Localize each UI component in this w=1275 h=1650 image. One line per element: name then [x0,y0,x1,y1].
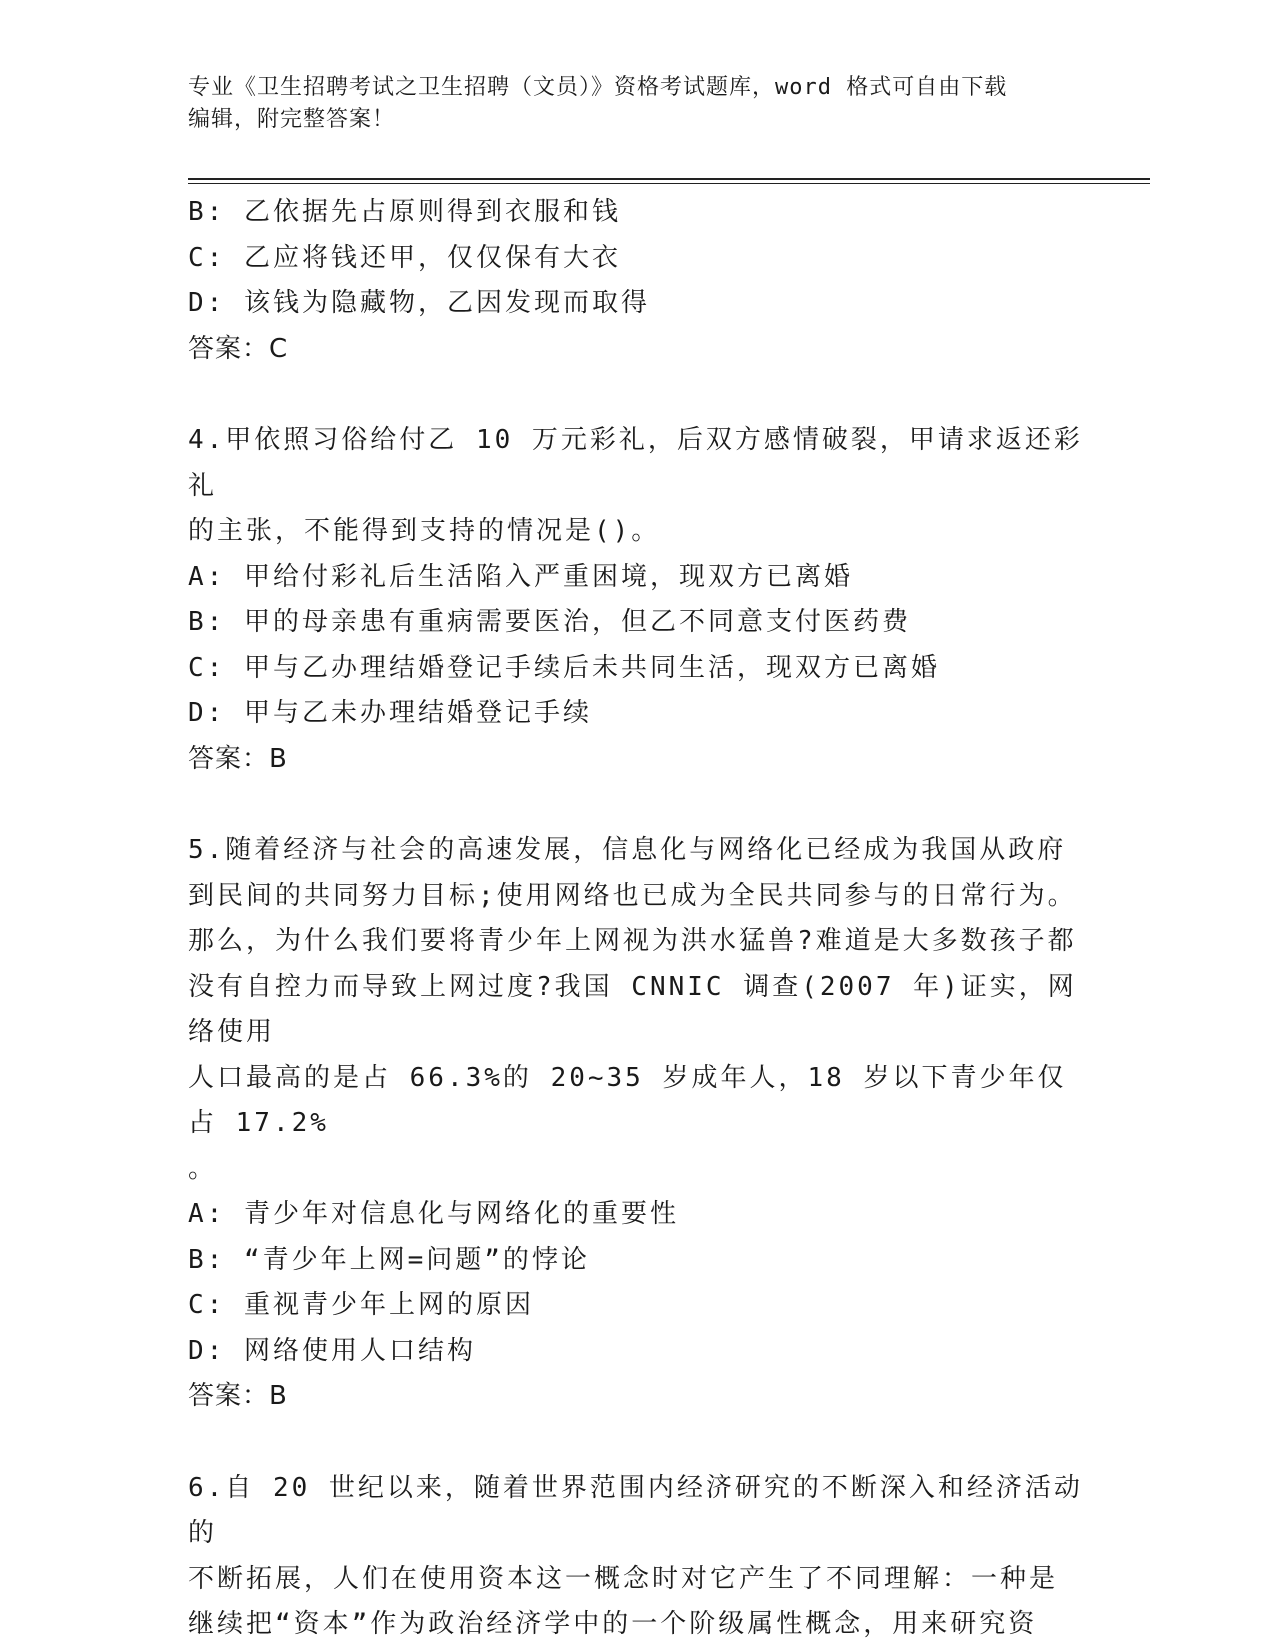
option-a: A: 青少年对信息化与网络化的重要性 [188,1199,679,1229]
spacer [188,1420,1088,1466]
question-6 [188,1466,1088,1648]
header-line-2: 编辑，附完整答案！ [188,107,396,132]
header-divider-thin [188,183,1150,184]
answer: 答案：C [188,333,289,364]
option-c: C: 甲与乙办理结婚登记手续后未共同生活，现双方已离婚 [188,652,940,683]
document-body [188,190,1088,1648]
question-stem: 到民间的共同努力目标;使用网络也已成为全民共同参与的日常行为。 [188,880,1077,911]
spacer [188,782,1088,828]
question-stem: 4.甲依照习俗给付乙 10 万元彩礼，后双方感情破裂，甲请求返还彩礼 [188,425,1083,501]
answer: 答案：B [188,1381,288,1411]
option-a: A: 甲给付彩礼后生活陷入严重困境，现双方已离婚 [188,561,853,592]
option-d: D: 甲与乙未办理结婚登记手续 [188,698,592,728]
question-4 [188,418,1088,782]
spacer [188,372,1088,418]
question-3 [188,190,1088,372]
option-d: D: 网络使用人口结构 [188,1335,476,1366]
header-line-1: 专业《卫生招聘考试之卫生招聘（文员）》资格考试题库，word 格式可自由下载 [188,75,1008,100]
question-stem: 的主张，不能得到支持的情况是()。 [188,516,661,546]
option-b: B: 乙依据先占原则得到衣服和钱 [188,197,621,227]
question-stem: 不断拓展，人们在使用资本这一概念时对它产生了不同理解：一种是 [188,1563,1059,1594]
question-5 [188,828,1088,1420]
option-b: B: “青少年上网=问题”的悖论 [188,1244,590,1275]
option-d: D: 该钱为隐藏物，乙因发现而取得 [188,288,650,318]
question-stem: 继续把“资本”作为政治经济学中的一个阶级属性概念，用来研究资 [188,1609,1038,1639]
question-stem: 。 [188,1153,218,1184]
option-b: B: 甲的母亲患有重病需要医治，但乙不同意支付医药费 [188,607,911,637]
document-header [188,72,1088,136]
option-c: C: 乙应将钱还甲，仅仅保有大衣 [188,242,621,273]
option-c: C: 重视青少年上网的原因 [188,1290,534,1320]
question-stem: 没有自控力而导致上网过度?我国 CNNIC 调查(2007 年)证实，网络使用 [188,971,1077,1047]
question-stem: 6.自 20 世纪以来，随着世界范围内经济研究的不断深入和经济活动的 [188,1472,1083,1548]
question-stem: 人口最高的是占 66.3%的 20~35 岁成年人，18 岁以下青少年仅占 17.2% [188,1062,1067,1138]
question-stem: 那么，为什么我们要将青少年上网视为洪水猛兽?难道是大多数孩子都 [188,926,1077,956]
header-divider-thick [188,178,1150,180]
answer: 答案：B [188,743,288,774]
question-stem: 5.随着经济与社会的高速发展，信息化与网络化已经成为我国从政府 [188,835,1067,865]
